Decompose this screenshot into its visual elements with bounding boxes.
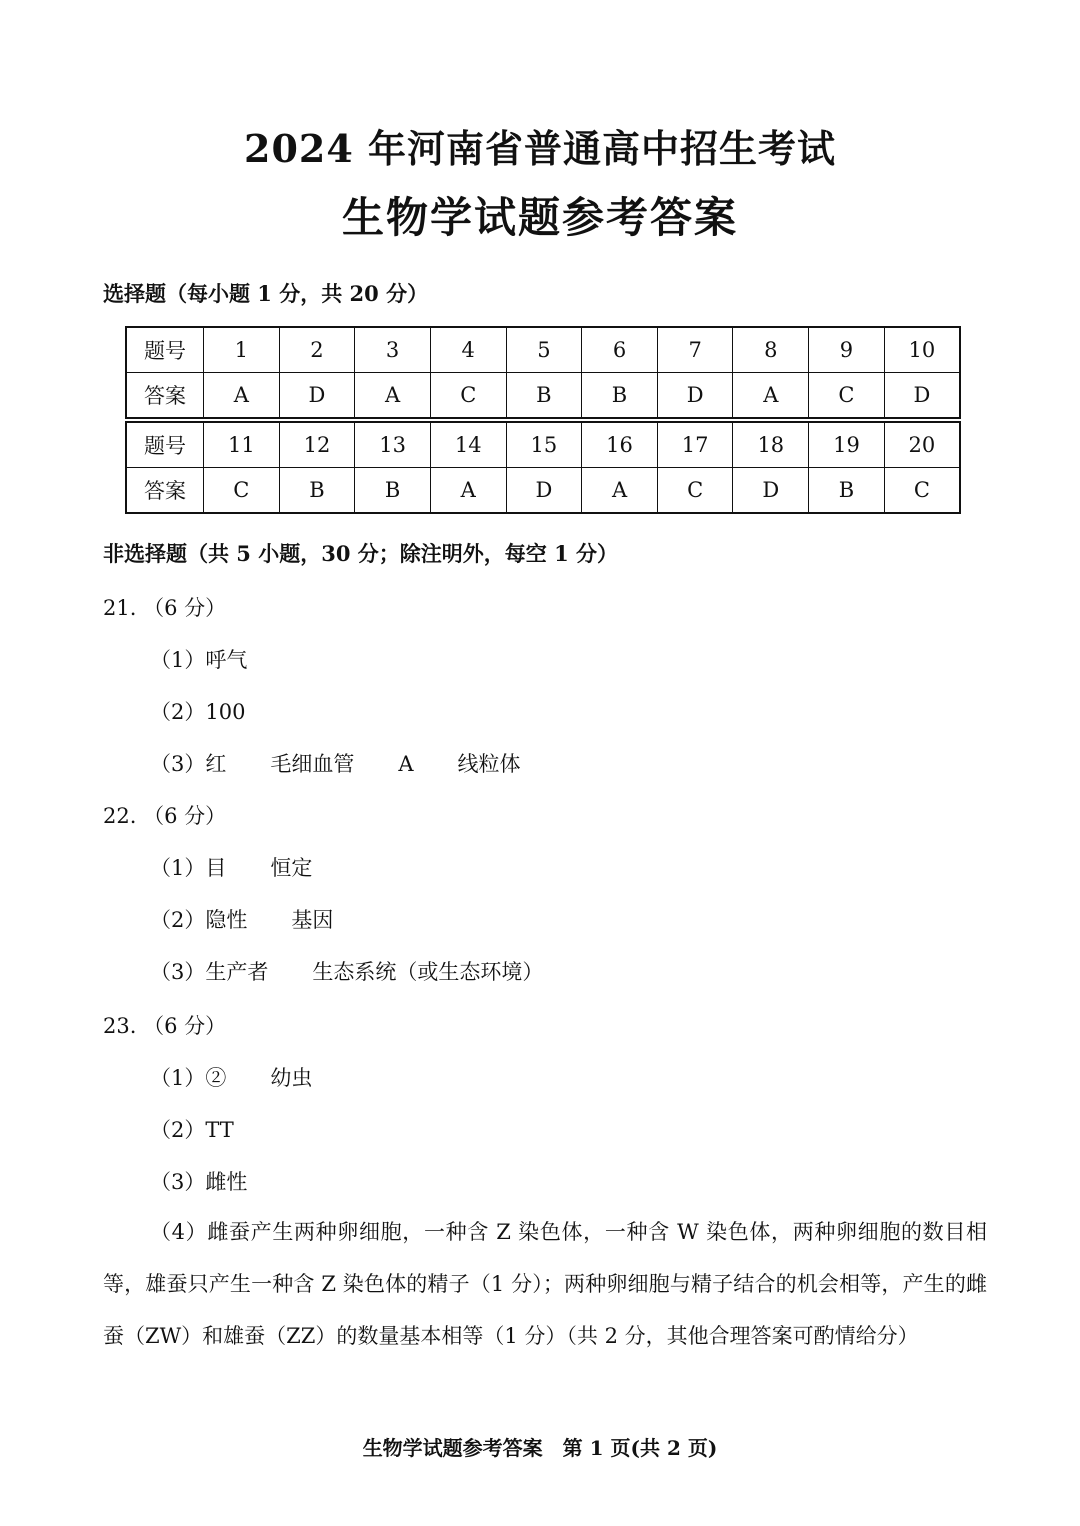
question-number: 14 bbox=[430, 422, 506, 468]
answer-cell: D bbox=[884, 373, 960, 419]
question-number: 20 bbox=[884, 422, 960, 468]
answer-cell: D bbox=[657, 373, 733, 419]
nonchoice-section-heading: 非选择题（共 5 小题，30 分；除注明外，每空 1 分） bbox=[103, 541, 619, 566]
question-number: 11 bbox=[204, 422, 280, 468]
answer-text: 基因 bbox=[291, 908, 334, 932]
answer-text: 线粒体 bbox=[457, 752, 521, 776]
answer-text: 生产者 bbox=[205, 960, 269, 984]
part-label: （1） bbox=[150, 648, 206, 672]
answer-cell: B bbox=[582, 373, 658, 419]
question-number: 18 bbox=[733, 422, 809, 468]
answer-text: A bbox=[398, 752, 414, 776]
answer-text: ② bbox=[205, 1066, 227, 1090]
answer-cell: D bbox=[506, 468, 582, 514]
answer-cell: B bbox=[809, 468, 885, 514]
row-label-num: 题号 bbox=[126, 422, 204, 468]
answer-text: 目 bbox=[205, 856, 227, 880]
answer-text: 恒定 bbox=[270, 856, 313, 880]
answer-text: 呼气 bbox=[205, 648, 248, 672]
answer-cell: C bbox=[884, 468, 960, 514]
question-21-title: 21. （6 分） bbox=[103, 596, 227, 620]
page-footer: 生物学试题参考答案 第 1 页(共 2 页) bbox=[362, 1436, 718, 1460]
row-label-ans: 答案 bbox=[126, 373, 204, 419]
part-label: （3） bbox=[150, 752, 206, 776]
question-22-title: 22. （6 分） bbox=[103, 804, 227, 828]
table-row-answers bbox=[126, 373, 960, 419]
question-number: 19 bbox=[809, 422, 885, 468]
answer-cell: B bbox=[506, 373, 582, 419]
question-number: 7 bbox=[657, 327, 733, 373]
answer-cell: A bbox=[582, 468, 658, 514]
question-number: 8 bbox=[733, 327, 809, 373]
answer-cell: D bbox=[279, 373, 355, 419]
answer-cell: B bbox=[355, 468, 431, 514]
choice-section-heading: 选择题（每小题 1 分，共 20 分） bbox=[103, 281, 429, 306]
answer-table-2 bbox=[125, 421, 961, 514]
answer-text: 生态系统（或生态环境） bbox=[312, 960, 544, 984]
table-row-answers bbox=[126, 468, 960, 514]
answer-text: 雌性 bbox=[205, 1170, 248, 1194]
part-label: （1） bbox=[150, 1066, 206, 1090]
question-23-title: 23. （6 分） bbox=[103, 1014, 227, 1038]
q23-part-3 bbox=[150, 1166, 247, 1196]
part-label: （1） bbox=[150, 856, 206, 880]
answer-text: TT bbox=[205, 1118, 234, 1142]
part-label: （2） bbox=[150, 1118, 206, 1142]
answer-text: 幼虫 bbox=[270, 1066, 313, 1090]
answer-text: 100 bbox=[205, 700, 246, 724]
q23-part-2 bbox=[150, 1114, 234, 1144]
question-number: 2 bbox=[279, 327, 355, 373]
part-label: （3） bbox=[150, 1170, 206, 1194]
document-subtitle: 生物学试题参考答案 bbox=[341, 193, 738, 242]
answer-text: 隐性 bbox=[205, 908, 248, 932]
q21-part-3 bbox=[150, 748, 521, 778]
question-number: 9 bbox=[809, 327, 885, 373]
question-number: 15 bbox=[506, 422, 582, 468]
answer-cell: C bbox=[204, 468, 280, 514]
q22-part-2 bbox=[150, 904, 333, 934]
answer-cell: C bbox=[809, 373, 885, 419]
question-number: 12 bbox=[279, 422, 355, 468]
q21-part-2 bbox=[150, 696, 245, 726]
question-number: 1 bbox=[204, 327, 280, 373]
answer-table-1 bbox=[125, 326, 961, 419]
answer-cell: C bbox=[657, 468, 733, 514]
answer-cell: A bbox=[204, 373, 280, 419]
part-label: （2） bbox=[150, 908, 206, 932]
table-row-numbers bbox=[126, 327, 960, 373]
answer-cell: B bbox=[279, 468, 355, 514]
question-number: 17 bbox=[657, 422, 733, 468]
q23-part-1 bbox=[150, 1062, 312, 1092]
part-label: （2） bbox=[150, 700, 206, 724]
answer-cell: C bbox=[430, 373, 506, 419]
question-number: 4 bbox=[430, 327, 506, 373]
answer-cell: A bbox=[430, 468, 506, 514]
answer-text: 红 bbox=[205, 752, 227, 776]
q23-part-4-paragraph: （4）雌蚕产生两种卵细胞，一种含 Z 染色体，一种含 W 染色体，两种卵细胞的数目相等，雄蚕只产生一种含 Z 染色体的精子（1 分）；两种卵细胞与精子结合的机会相等，产生的雌蚕（ZW）和雄蚕（ZZ）的数量基本相等（1 分）（共 2 分，其他合理答案可酌情给分） bbox=[103, 1220, 987, 1348]
answer-cell: A bbox=[733, 373, 809, 419]
answer-cell: A bbox=[355, 373, 431, 419]
row-label-ans: 答案 bbox=[126, 468, 204, 514]
question-number: 13 bbox=[355, 422, 431, 468]
answer-cell: D bbox=[733, 468, 809, 514]
part-label: （3） bbox=[150, 960, 206, 984]
q22-part-3 bbox=[150, 956, 543, 986]
table-row-numbers bbox=[126, 422, 960, 468]
q21-part-1 bbox=[150, 644, 247, 674]
question-number: 5 bbox=[506, 327, 582, 373]
question-number: 6 bbox=[582, 327, 658, 373]
answer-text: 毛细血管 bbox=[270, 752, 355, 776]
q22-part-1 bbox=[150, 852, 312, 882]
question-number: 3 bbox=[355, 327, 431, 373]
row-label-num: 题号 bbox=[126, 327, 204, 373]
question-number: 10 bbox=[884, 327, 960, 373]
exam-title: 2024 年河南省普通高中招生考试 bbox=[244, 126, 836, 171]
question-number: 16 bbox=[582, 422, 658, 468]
